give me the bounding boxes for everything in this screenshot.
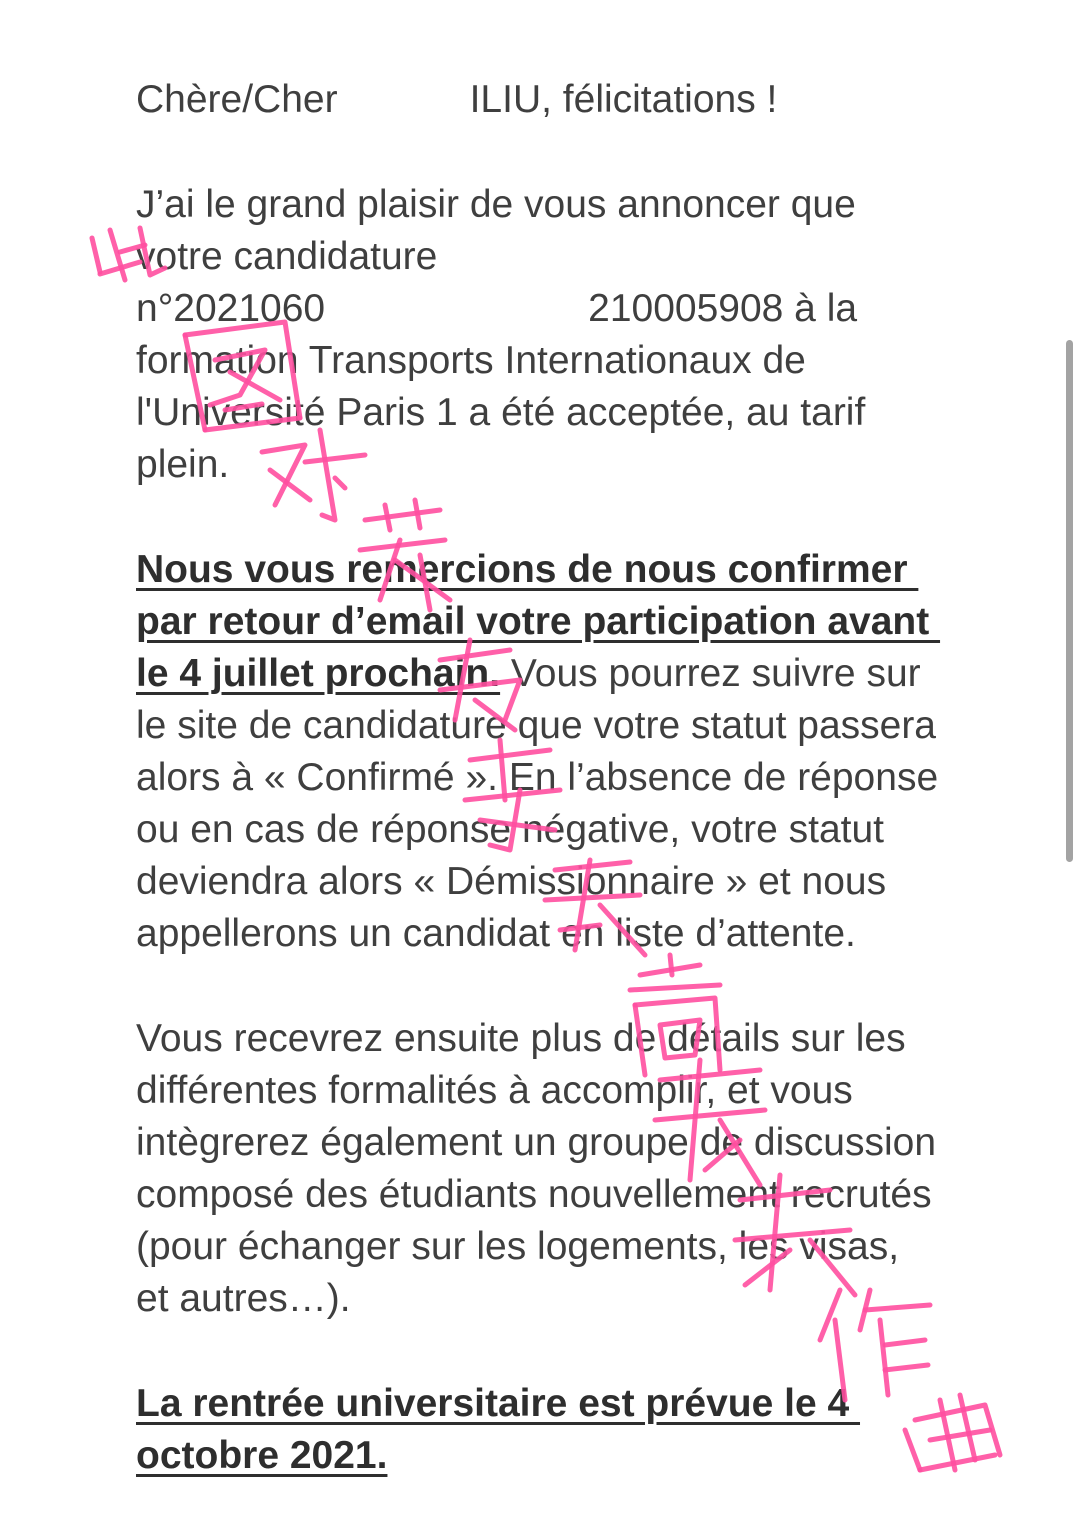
text-line: (pour échanger sur les logements, les visas, xyxy=(136,1225,900,1268)
email-body xyxy=(136,74,1036,1482)
text-line: intègrerez également un groupe de discussion xyxy=(136,1121,937,1164)
text-line: appellerons un candidat en liste d’attente. xyxy=(136,912,856,955)
emphasis-text: par retour d’email votre participation avant xyxy=(136,600,941,643)
text-line: et autres…). xyxy=(136,1277,351,1320)
text-line: l'Université Paris 1 a été acceptée, au tarif xyxy=(136,391,866,434)
text-line: formation Transports Internationaux de xyxy=(136,339,806,382)
emphasis-text: Nous vous remercions de nous confirmer xyxy=(136,548,919,591)
recipient-name-fragment: ILIU, félicitations ! xyxy=(469,78,778,121)
salutation: Chère/Cher xyxy=(136,78,338,121)
paragraph-gap xyxy=(136,1325,1036,1378)
text-line xyxy=(136,544,1036,596)
emphasis-text: le 4 juillet prochain. xyxy=(136,652,501,695)
text-line xyxy=(136,596,1036,648)
plain-text: Vous pourrez suivre sur xyxy=(500,652,921,695)
text-line xyxy=(136,648,1036,700)
text-line: alors à « Confirmé ». En l’absence de réponse xyxy=(136,756,939,799)
text-line: le site de candidature que votre statut passera xyxy=(136,704,936,747)
details-paragraph xyxy=(136,1013,1036,1325)
text-line: deviendra alors « Démissionnaire » et nous xyxy=(136,860,887,903)
text-line: composé des étudiants nouvellement recrutés xyxy=(136,1173,932,1216)
text-line xyxy=(136,74,1036,126)
vertical-scrollbar[interactable] xyxy=(1066,340,1073,862)
paragraph-gap xyxy=(136,491,1036,544)
text-line: plein. xyxy=(136,443,230,486)
redacted-area xyxy=(338,74,470,126)
start-date-paragraph xyxy=(136,1378,1036,1482)
text-line xyxy=(136,1430,1036,1482)
text-line: différentes formalités à accomplir, et vous xyxy=(136,1069,853,1112)
text-line: ou en cas de réponse négative, votre statut xyxy=(136,808,884,851)
greeting-paragraph xyxy=(136,74,1036,126)
emphasis-text: La rentrée universitaire est prévue le 4 xyxy=(136,1382,861,1425)
text-line: Vous recevrez ensuite plus de détails sur les xyxy=(136,1017,906,1060)
acceptance-paragraph xyxy=(136,179,1036,491)
text-line: votre candidature xyxy=(136,235,438,278)
paragraph-gap xyxy=(136,960,1036,1013)
confirmation-paragraph xyxy=(136,544,1036,960)
emphasis-text: octobre 2021. xyxy=(136,1434,388,1477)
paragraph-gap xyxy=(136,126,1036,179)
redacted-area xyxy=(325,283,588,335)
application-number-start: n°2021060 xyxy=(136,287,326,330)
text-line xyxy=(136,283,1036,335)
text-line xyxy=(136,1378,1036,1430)
text-line: J’ai le grand plaisir de vous annoncer que xyxy=(136,183,856,226)
application-number-end: 210005908 à la xyxy=(588,287,858,330)
